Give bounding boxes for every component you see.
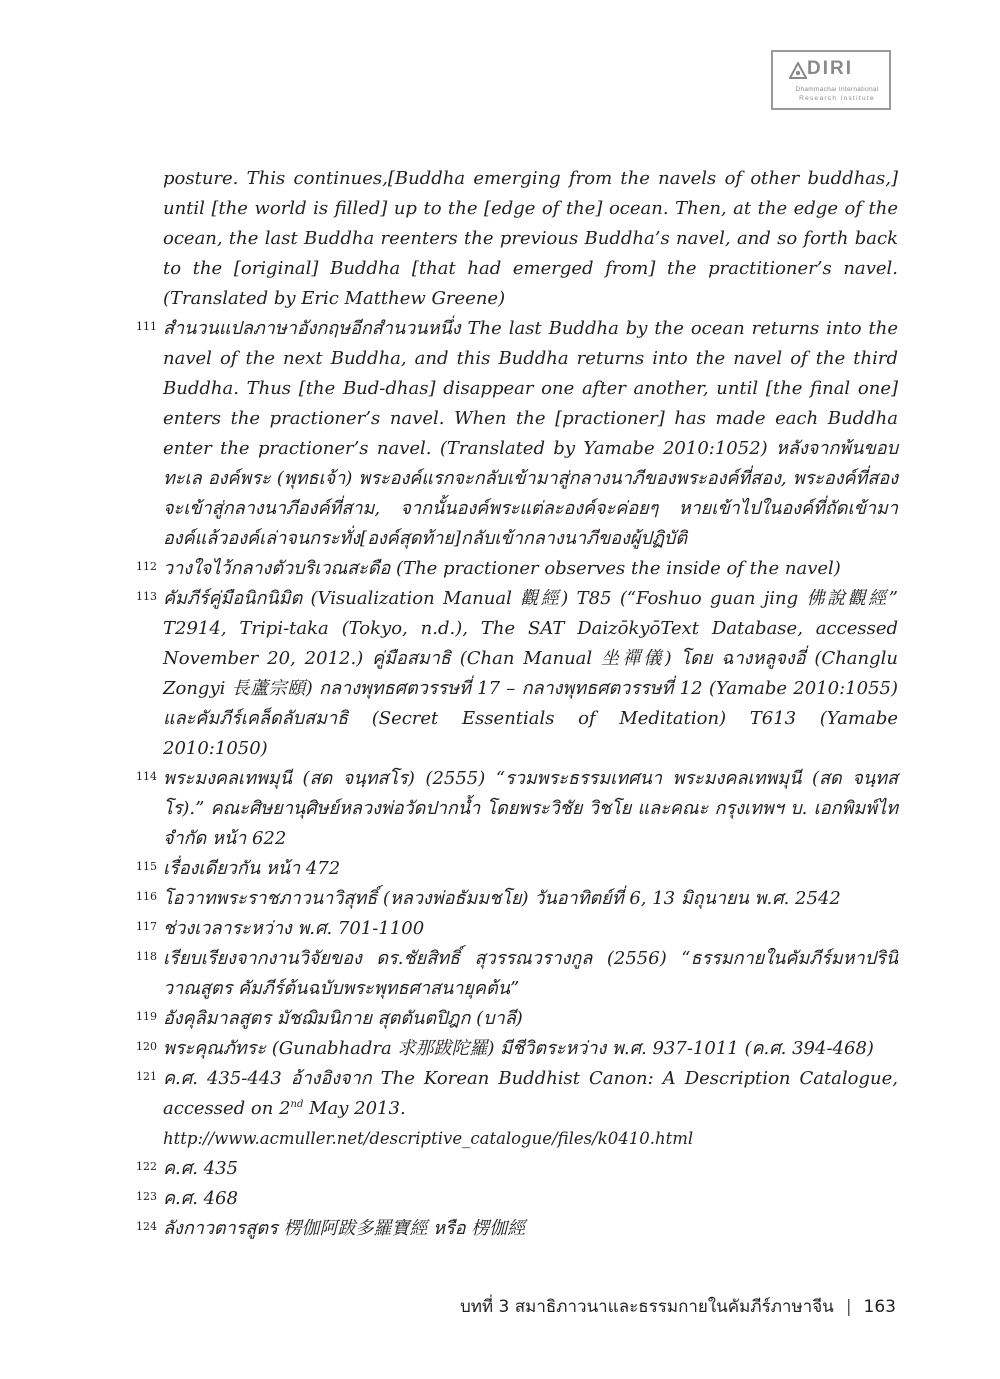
footnote-123 (136, 1184, 898, 1214)
chapter-title: บทที่ 3 สมาธิภาวนาและธรรมกายในคัมภีร์ภาษาจีน (459, 1297, 834, 1317)
footnote-text: ลังกาวตารสูตร 楞伽阿跋多羅寶經 หรือ 楞伽經 (163, 1218, 526, 1239)
footnote-text: พระคุณภัทระ (Gunabhadra 求那跋陀羅) มีชีวิตระหว่าง พ.ศ. 937-1011 (ค.ศ. 394-468) (163, 1038, 874, 1059)
logo-subtitle-2: Research Institute (799, 95, 875, 102)
footnote-text: พระมงคลเทพมุนี (สด จนฺทสโร) (2555) “รวมพระธรรมเทศนา พระมงคลเทพมุนี (สด จนฺทสโร).” คณะศิษยานุศิษย์หลวงพ่อวัดปากน้ำ โดยพระวิชัย วิชโย และคณะ กรุงเทพฯ บ. เอกพิมพ์ไท จำกัด หน้า 622 (163, 768, 898, 849)
footnote-122 (136, 1154, 898, 1184)
footnote-number: 120 (136, 1040, 157, 1053)
footnote-118 (136, 944, 898, 1004)
page-footer (460, 1293, 896, 1320)
footnote-number: 115 (136, 860, 157, 873)
logo-subtitle-1: Dhammachai International (795, 86, 879, 93)
catalogue-url[interactable]: http://www.acmuller.net/descriptive_catalogue/files/k0410.html (163, 1129, 694, 1148)
footnote-120 (136, 1034, 898, 1064)
footnote-text: โอวาทพระราชภาวนาวิสุทธิ์ (หลวงพ่อธัมมชโย) วันอาทิตย์ที่ 6, 13 มิถุนายน พ.ศ. 2542 (163, 888, 841, 909)
footnote-number: 119 (136, 1010, 157, 1023)
footnote-number: 114 (136, 770, 157, 783)
footnote-116 (136, 884, 898, 914)
footnote-text: เรื่องเดียวกัน หน้า 472 (163, 858, 341, 879)
footnote-number: 112 (136, 560, 157, 573)
page-number: 163 (863, 1297, 896, 1317)
footnote-117 (136, 914, 898, 944)
footnote-number: 123 (136, 1190, 157, 1203)
footnote-number: 113 (136, 590, 157, 603)
logo-brand: DIRI (807, 58, 853, 79)
footnotes-area (136, 164, 898, 1244)
footnote-text: อังคุลิมาลสูตร มัชฌิมนิกาย สุตตันตปิฎก (บาลี) (163, 1008, 523, 1029)
footnote-text: ค.ศ. 468 (163, 1188, 238, 1209)
footnote-text: ช่วงเวลาระหว่าง พ.ศ. 701-1100 (163, 918, 425, 939)
footnote-text: สำนวนแปลภาษาอังกฤษอีกสำนวนหนึ่ง The last Buddha by the ocean returns into the navel of the next Buddha, and this Buddha returns into the navel of the third Buddha. Thus [the Bud-dhas] disappear one after another, until [the final one] enters the practioner’s navel. When the [practioner] has made each Buddha enter the practioner’s navel. (Translated by Yamabe 2010:1052) หลังจากพ้นขอบทะเล องค์พระ (พุทธเจ้า) พระองค์แรกจะกลับเข้ามาสู่กลางนาภีของพระองค์ที่สอง, พระองค์ที่สองจะเข้าสู่กลางนาภีองค์ที่สาม, จากนั้นองค์พระแต่ละองค์จะค่อยๆ หายเข้าไปในองค์ที่ถัดเข้ามา องค์แล้วองค์เล่าจนกระทั่ง[องค์สุดท้าย]กลับเข้ากลางนาภีของผู้ปฏิบัติ (163, 318, 898, 549)
footnote-number: 124 (136, 1220, 157, 1233)
footnote-111 (136, 314, 898, 554)
footnote-121 (136, 1064, 898, 1124)
footnote-number: 117 (136, 920, 157, 933)
footnote-text: ค.ศ. 435-443 อ้างอิงจาก The Korean Buddhist Canon: A Description Catalogue, accessed on 2 (163, 1068, 898, 1119)
footnote-112 (136, 554, 898, 584)
footnote-113 (136, 584, 898, 764)
footnote-text-tail: May 2013. (303, 1098, 406, 1119)
footnote-number: 111 (136, 320, 157, 333)
footnote-text: วางใจไว้กลางตัวบริเวณสะดือ (The practioner observes the inside of the navel) (163, 558, 841, 579)
footnote-text: ค.ศ. 435 (163, 1158, 238, 1179)
footnote-text: เรียบเรียงจากงานวิจัยของ ดร.ชัยสิทธิ์ สุวรรณวรางกูล (2556) “ธรรมกายในคัมภีร์มหาปรินิวาณสูตร คัมภีร์ต้นฉบับพระพุทธศาสนายุคต้น” (163, 948, 898, 999)
footnote-115 (136, 854, 898, 884)
footnote-number: 122 (136, 1160, 157, 1173)
continued-paragraph: posture. This continues,[Buddha emerging from the navels of other buddhas,] until [the world is filled] up to the [edge of the] ocean. Then, at the edge of the ocean, the last Buddha reenters the previous Buddha’s navel, and so forth back to the [original] Buddha [that had emerged from] the practitioner’s navel. (Translated by Eric Matthew Greene) (163, 168, 898, 309)
diri-logo (771, 50, 891, 110)
ordinal-suffix: nd (290, 1099, 304, 1110)
footnote-119 (136, 1004, 898, 1034)
footer-separator: | (845, 1297, 852, 1317)
footnote-number: 116 (136, 890, 157, 903)
diri-triangle-icon (789, 62, 807, 79)
footnote-number: 118 (136, 950, 157, 963)
footnote-114 (136, 764, 898, 854)
footnote-text: คัมภีร์คู่มือนิกนิมิต (Visualization Manual 觀經) T85 (“Foshuo guan jing 佛說觀經” T2914, Tripi-taka (Tokyo, n.d.), The SAT DaizōkyōText Database, accessed November 20, 2012.) คู่มือสมาธิ (Chan Manual 坐禪儀) โดย ฉางหลูจงอี่ (Changlu Zongyi 長蘆宗頤) กลางพุทธศตวรรษที่ 17 – กลางพุทธศตวรรษที่ 12 (Yamabe 2010:1055) และคัมภีร์เคล็ดลับสมาธิ (Secret Essentials of Meditation) T613 (Yamabe 2010:1050) (163, 588, 898, 759)
footnote-124 (136, 1214, 898, 1244)
footnote-number: 121 (136, 1070, 157, 1083)
